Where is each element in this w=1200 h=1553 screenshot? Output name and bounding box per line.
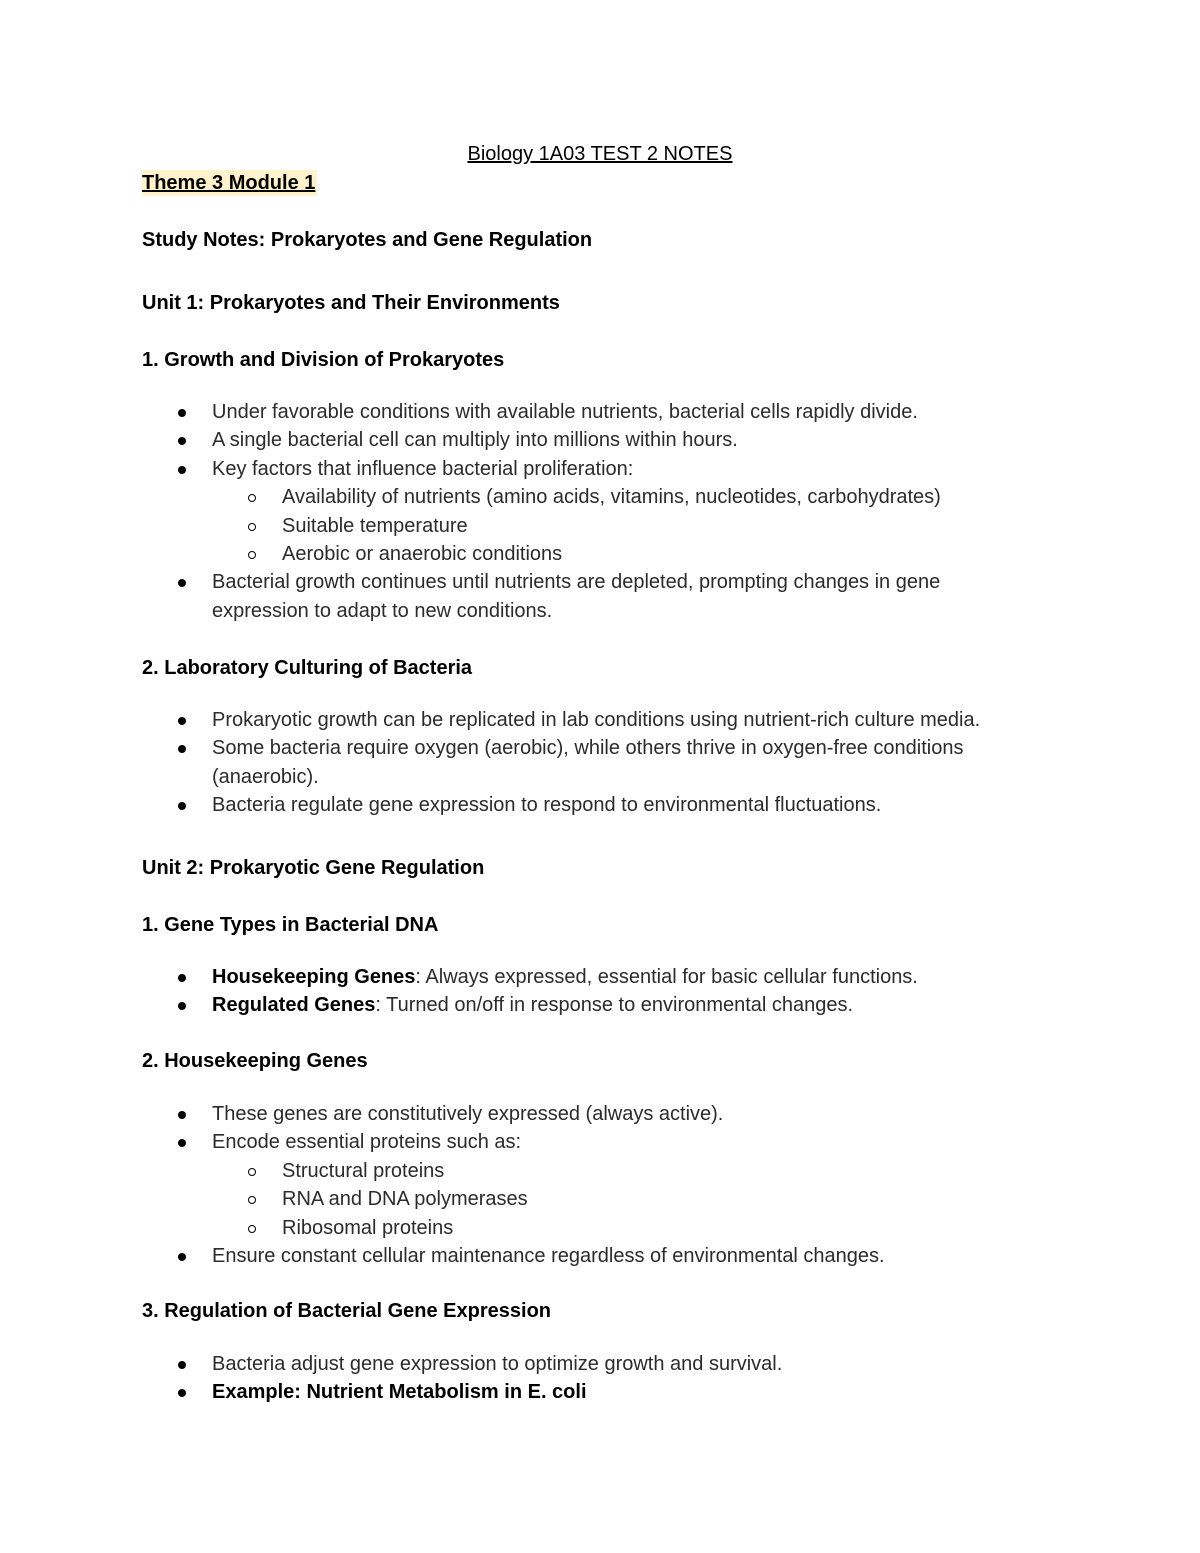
term-definition: : Always expressed, essential for basic cellular functions. <box>415 966 918 988</box>
list-item <box>0 1128 1042 1242</box>
sub-list <box>212 483 1042 568</box>
unit1-section1-list <box>0 398 1042 625</box>
sub-list-item: Aerobic or anaerobic conditions <box>282 540 1042 568</box>
term-housekeeping-genes: Housekeeping Genes <box>212 966 416 988</box>
unit1-section2-heading: 2. Laboratory Culturing of Bacteria <box>142 657 473 679</box>
list-item: Some bacteria require oxygen (aerobic), while others thrive in oxygen-free conditions (anaerobic). <box>0 734 1042 791</box>
theme-label: Theme 3 Module 1 <box>142 172 316 194</box>
list-item: A single bacterial cell can multiply into millions within hours. <box>0 426 1042 454</box>
unit2-section2-heading: 2. Housekeeping Genes <box>142 1050 368 1072</box>
example-heading: Example: Nutrient Metabolism in E. coli <box>212 1381 587 1404</box>
sub-list-item: Suitable temperature <box>282 512 1042 540</box>
list-item: Ensure constant cellular maintenance regardless of environmental changes. <box>0 1242 1042 1270</box>
list-item: Prokaryotic growth can be replicated in lab conditions using nutrient-rich culture media. <box>0 706 1042 734</box>
list-item: Bacteria adjust gene expression to optimize growth and survival. <box>0 1350 1042 1378</box>
unit2-heading: Unit 2: Prokaryotic Gene Regulation <box>142 857 485 879</box>
sub-list-item: Availability of nutrients (amino acids, vitamins, nucleotides, carbohydrates) <box>282 483 1042 511</box>
list-item: Under favorable conditions with available nutrients, bacterial cells rapidly divide. <box>0 398 1042 426</box>
list-item <box>0 1378 1042 1406</box>
unit1-section2-list <box>0 706 1042 820</box>
list-item <box>0 455 1042 569</box>
term-definition: : Turned on/off in response to environmental changes. <box>375 994 854 1017</box>
list-item: Bacteria regulate gene expression to respond to environmental fluctuations. <box>0 791 1042 819</box>
sub-list-item: RNA and DNA polymerases <box>282 1185 1042 1213</box>
list-item-text: Key factors that influence bacterial proliferation: <box>212 457 634 480</box>
study-notes-heading: Study Notes: Prokaryotes and Gene Regulation <box>142 229 593 251</box>
document-title: Biology 1A03 TEST 2 NOTES <box>467 143 733 165</box>
term-regulated-genes: Regulated Genes <box>212 994 376 1017</box>
sub-list <box>212 1157 1042 1242</box>
list-item: Bacterial growth continues until nutrients are depleted, prompting changes in gene expression to adapt to new conditions. <box>0 568 1042 625</box>
list-item-text: Encode essential proteins such as: <box>212 1131 522 1154</box>
list-item <box>0 963 1042 991</box>
unit2-section1-heading: 1. Gene Types in Bacterial DNA <box>142 914 439 936</box>
unit2-section1-list <box>0 963 1042 1020</box>
unit2-section2-list <box>0 1100 1042 1270</box>
unit2-section3-heading: 3. Regulation of Bacterial Gene Expression <box>142 1300 552 1322</box>
list-item: These genes are constitutively expressed (always active). <box>0 1100 1042 1128</box>
unit2-section3-list <box>0 1350 1042 1407</box>
unit1-heading: Unit 1: Prokaryotes and Their Environments <box>142 292 560 314</box>
sub-list-item: Structural proteins <box>282 1157 1042 1185</box>
list-item <box>0 991 1042 1019</box>
sub-list-item: Ribosomal proteins <box>282 1214 1042 1242</box>
unit1-section1-heading: 1. Growth and Division of Prokaryotes <box>142 349 505 371</box>
